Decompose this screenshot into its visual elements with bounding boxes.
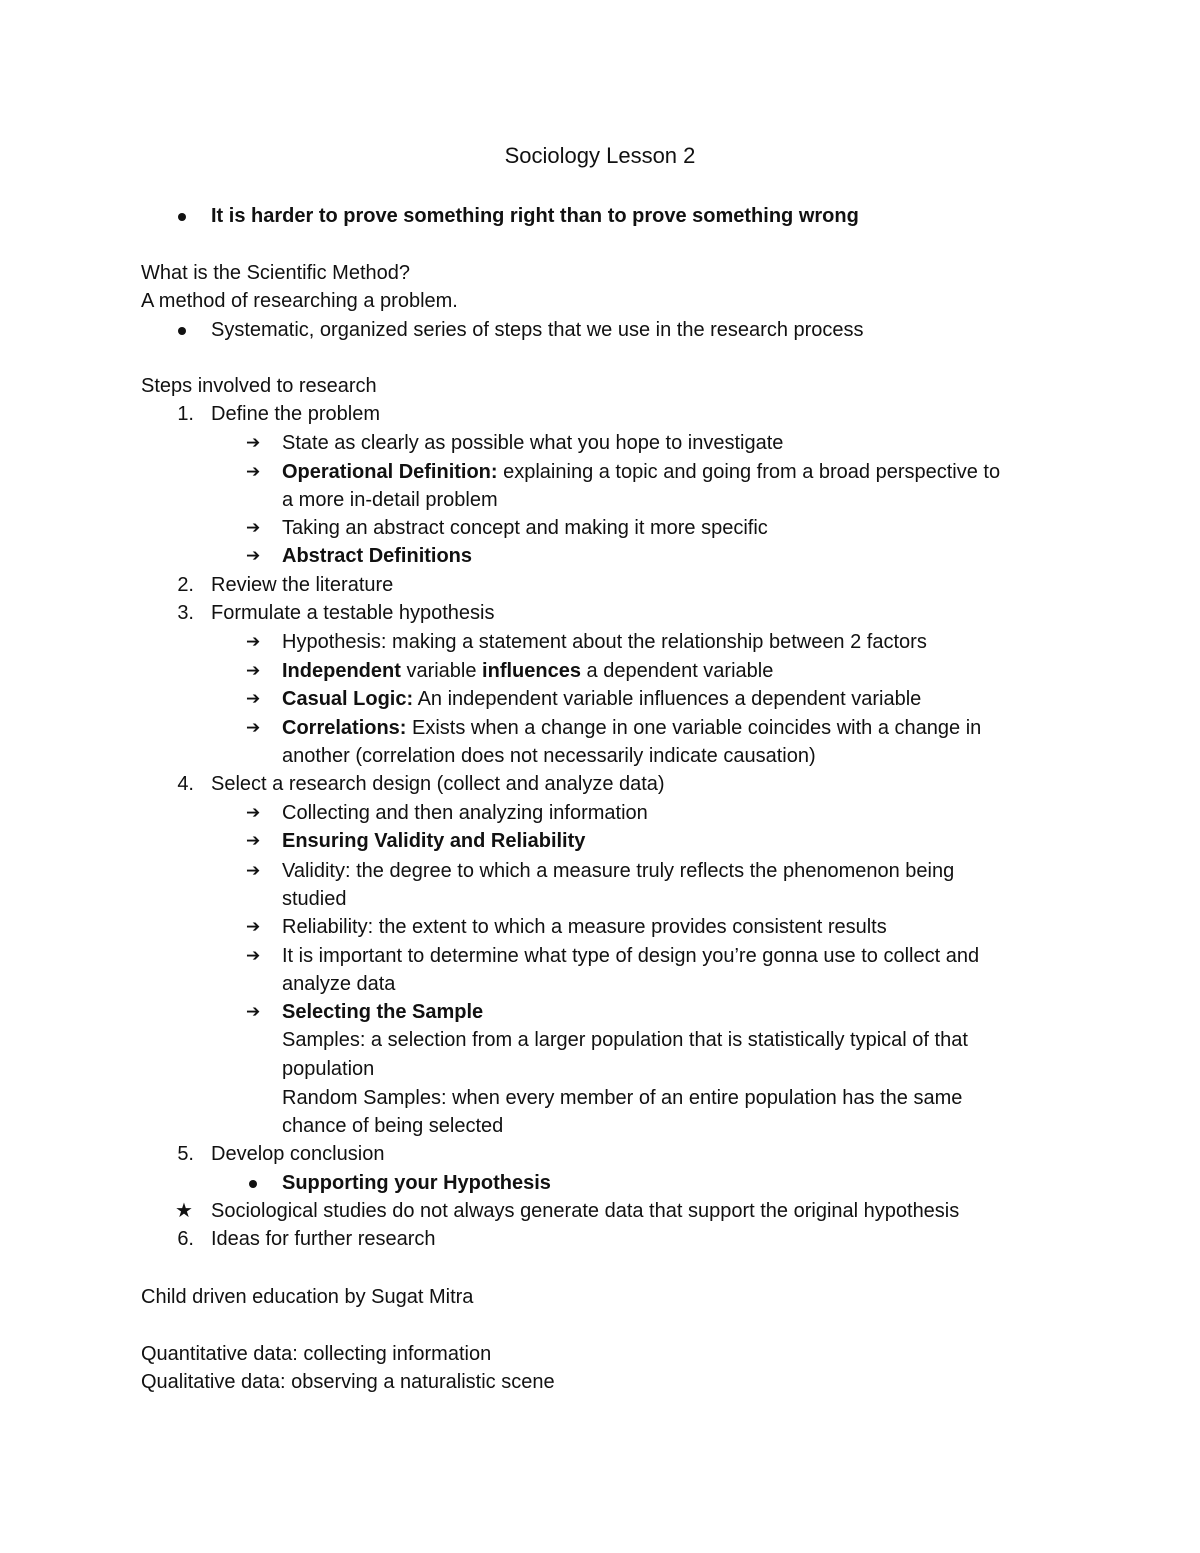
- arrow-icon: ➔: [246, 803, 261, 822]
- bullet-dot: [249, 1180, 257, 1188]
- step-1-sub: Taking an abstract concept and making it more specific: [282, 517, 768, 539]
- arrow-icon: ➔: [246, 433, 261, 452]
- step-1-operational-definition-cont: a more in-detail problem: [282, 489, 498, 511]
- bullet-dot: [178, 327, 186, 335]
- samples-definition: Samples: a selection from a larger population that is statistically typical of that: [282, 1029, 968, 1051]
- random-samples-definition: Random Samples: when every member of an entire population has the same: [282, 1087, 963, 1109]
- step-1-abstract-definitions: Abstract Definitions: [282, 545, 473, 567]
- scientific-method-bullet: Systematic, organized series of steps that we use in the research process: [211, 319, 864, 341]
- step-3-correlations: Correlations: Exists when a change in one variable coincides with a change in: [282, 717, 982, 739]
- arrow-icon: ➔: [246, 718, 261, 737]
- scientific-method-question: What is the Scientific Method?: [141, 262, 411, 284]
- arrow-icon: ➔: [246, 518, 261, 537]
- step-4-selecting-sample: Selecting the Sample: [282, 1001, 484, 1023]
- step-4-validity-cont: studied: [282, 888, 347, 910]
- arrow-icon: ➔: [246, 546, 261, 565]
- step-number: 5.: [177, 1143, 194, 1165]
- step-3-text: Formulate a testable hypothesis: [211, 602, 495, 624]
- step-4-reliability: Reliability: the extent to which a measure provides consistent results: [282, 916, 887, 938]
- arrow-icon: ➔: [246, 917, 261, 936]
- step-4-validity-reliability: Ensuring Validity and Reliability: [282, 830, 586, 852]
- step-number: 3.: [177, 602, 194, 624]
- intro-bullet-text: It is harder to prove something right than to prove something wrong: [211, 205, 859, 227]
- star-note: Sociological studies do not always generate data that support the original hypothesis: [211, 1200, 960, 1222]
- step-1-operational-definition: Operational Definition: explaining a topic and going from a broad perspective to: [282, 461, 1001, 483]
- step-number: 6.: [177, 1228, 194, 1250]
- arrow-icon: ➔: [246, 462, 261, 481]
- step-1-sub: State as clearly as possible what you hope to investigate: [282, 432, 784, 454]
- samples-definition-cont: population: [282, 1058, 375, 1080]
- arrow-icon: ➔: [246, 946, 261, 965]
- step-number: 2.: [177, 574, 194, 596]
- step-2-text: Review the literature: [211, 574, 394, 596]
- arrow-icon: ➔: [246, 861, 261, 880]
- child-driven-education: Child driven education by Sugat Mitra: [141, 1286, 474, 1308]
- arrow-icon: ➔: [246, 632, 261, 651]
- step-3-correlations-cont: another (correlation does not necessarily indicate causation): [282, 745, 816, 767]
- page-title: Sociology Lesson 2: [504, 143, 696, 168]
- step-number: 1.: [177, 403, 194, 425]
- step-number: 4.: [177, 773, 194, 795]
- arrow-icon: ➔: [246, 1002, 261, 1021]
- step-3-casual-logic: Casual Logic: An independent variable influences a dependent variable: [282, 688, 922, 710]
- scientific-method-answer: A method of researching a problem.: [141, 290, 458, 312]
- quantitative-data: Quantitative data: collecting information: [141, 1343, 492, 1365]
- step-4-sub: Collecting and then analyzing information: [282, 802, 648, 824]
- arrow-icon: ➔: [246, 689, 261, 708]
- step-1-text: Define the problem: [211, 403, 380, 425]
- step-3-independent-variable: Independent variable influences a dependent variable: [282, 660, 774, 682]
- step-5-supporting-hypothesis: Supporting your Hypothesis: [282, 1172, 551, 1194]
- step-4-design-cont: analyze data: [282, 973, 396, 995]
- step-5-text: Develop conclusion: [211, 1143, 385, 1165]
- star-icon: ★: [175, 1200, 193, 1222]
- bullet-dot: [178, 213, 186, 221]
- qualitative-data: Qualitative data: observing a naturalistic scene: [141, 1371, 555, 1393]
- step-6-text: Ideas for further research: [211, 1228, 436, 1250]
- random-samples-definition-cont: chance of being selected: [282, 1115, 504, 1137]
- step-4-text: Select a research design (collect and analyze data): [211, 773, 665, 795]
- step-4-design: It is important to determine what type of design you’re gonna use to collect and: [282, 945, 980, 967]
- arrow-icon: ➔: [246, 661, 261, 680]
- step-4-validity: Validity: the degree to which a measure truly reflects the phenomenon being: [282, 860, 955, 882]
- arrow-icon: ➔: [246, 831, 261, 850]
- step-3-sub: Hypothesis: making a statement about the relationship between 2 factors: [282, 631, 927, 653]
- steps-heading: Steps involved to research: [141, 375, 377, 397]
